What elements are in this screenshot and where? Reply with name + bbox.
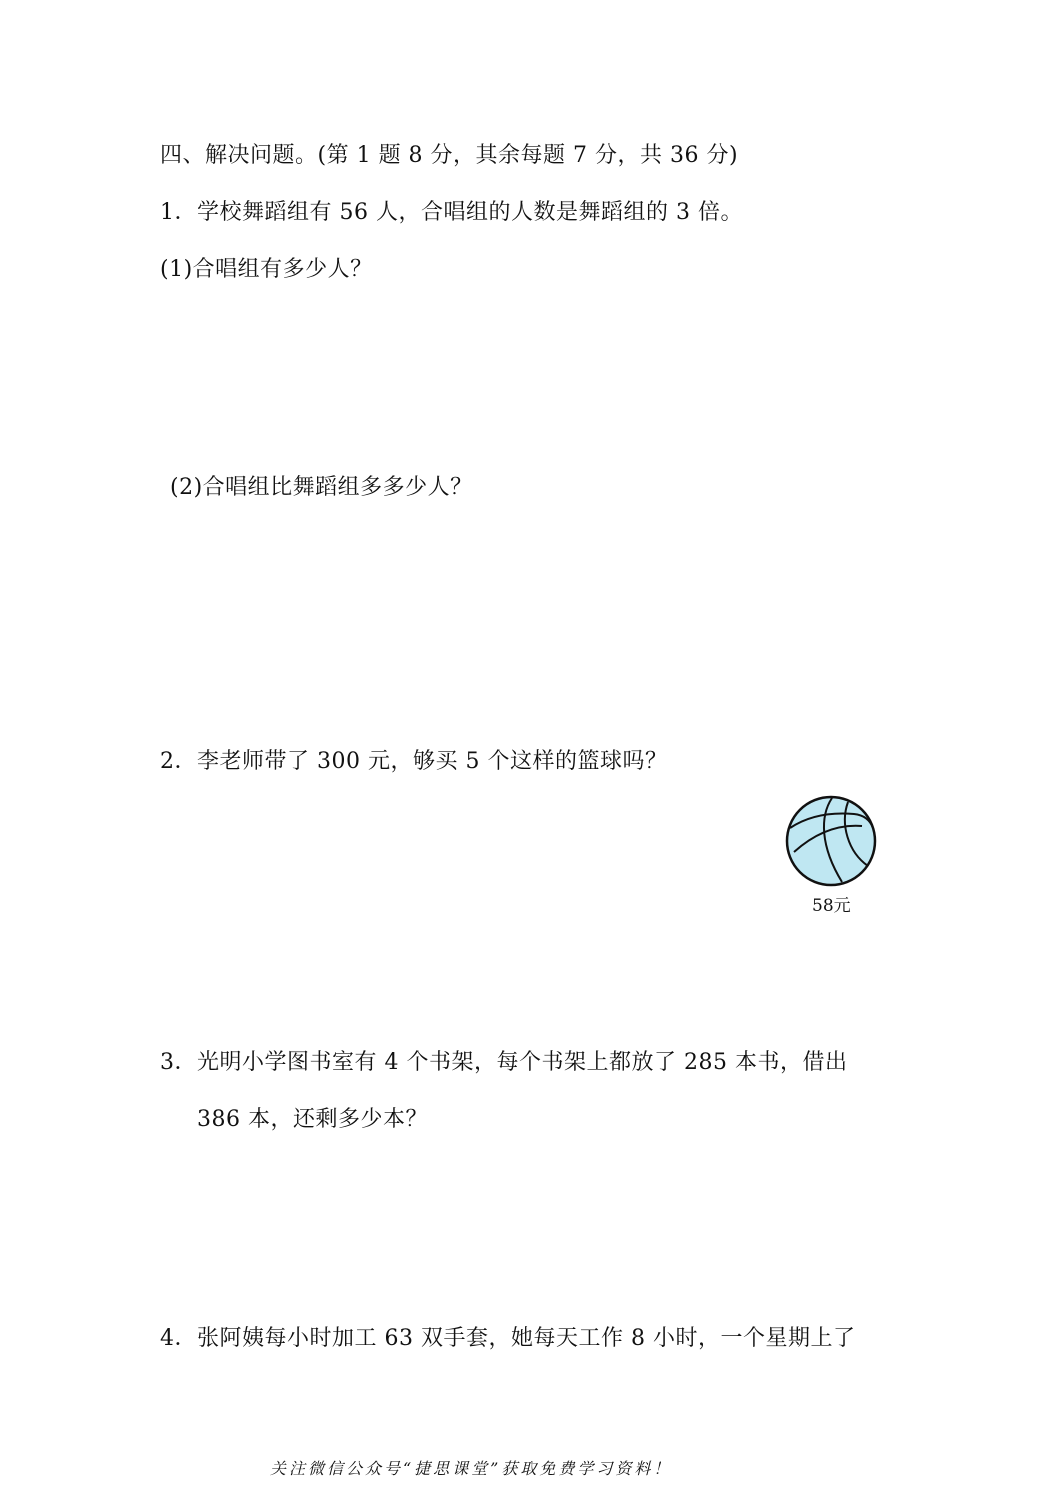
basketball-image xyxy=(784,794,878,888)
question-3-line-1: 3．光明小学图书室有 4 个书架，每个书架上都放了 285 本书，借出 xyxy=(160,1050,848,1075)
question-1-stem: 1．学校舞蹈组有 56 人，合唱组的人数是舞蹈组的 3 倍。 xyxy=(160,200,743,225)
question-1-sub-2: (2)合唱组比舞蹈组多多少人？ xyxy=(170,475,473,500)
basketball-price: 58元 xyxy=(812,896,851,916)
question-3-line-2: 386 本，还剩多少本？ xyxy=(197,1107,428,1132)
question-4-line-1: 4．张阿姨每小时加工 63 双手套，她每天工作 8 小时，一个星期上了 xyxy=(160,1326,856,1351)
question-1-sub-1: (1)合唱组有多少人？ xyxy=(160,257,373,282)
footer-promo: 关注微信公众号“捷思课堂”获取免费学习资料！ xyxy=(270,1459,673,1478)
basketball-body xyxy=(787,797,875,885)
question-2-stem: 2．李老师带了 300 元，够买 5 个这样的篮球吗？ xyxy=(160,749,668,774)
section-title: 四、解决问题。(第 1 题 8 分，其余每题 7 分，共 36 分) xyxy=(160,143,739,168)
